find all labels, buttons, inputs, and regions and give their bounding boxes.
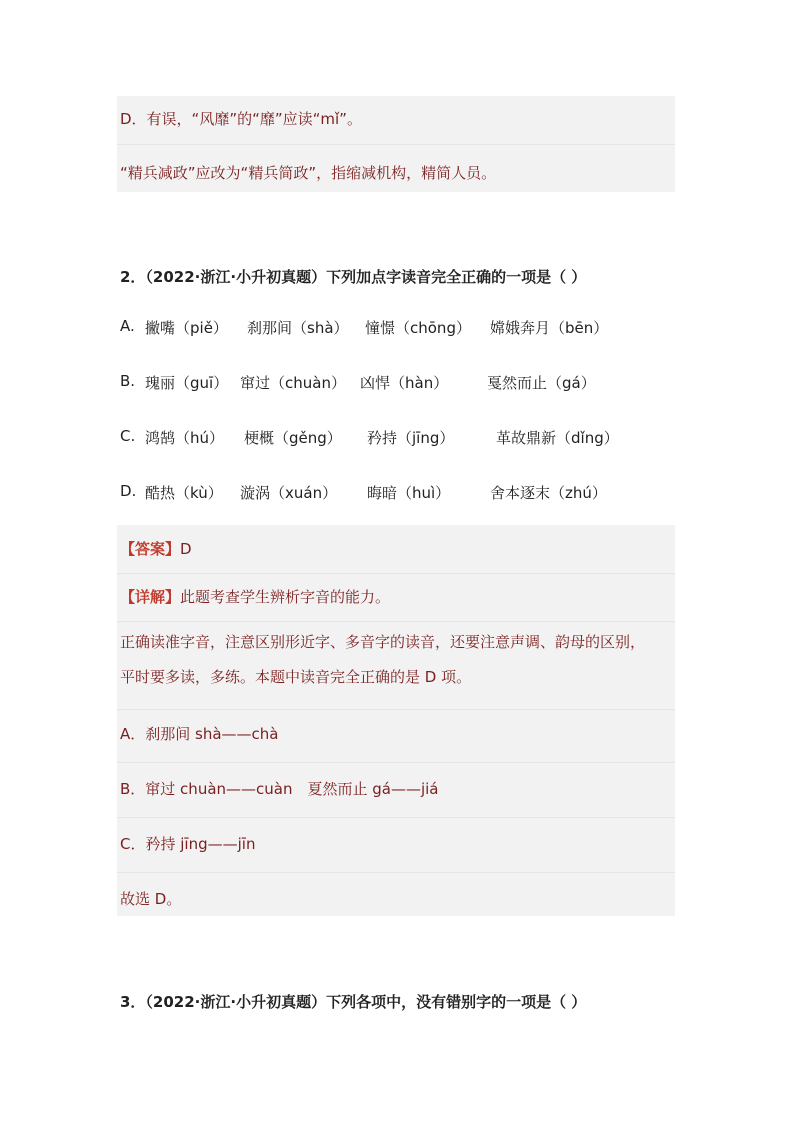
detail-text: 此题考查学生辨析字音的能力。 bbox=[180, 588, 391, 606]
explanation-para-line-1: 正确读准字音，注意区别形近字、多音字的读音，还要注意声调、韵母的区别， bbox=[120, 633, 646, 651]
question-2-title: 2．（2022·浙江·小升初真题）下列加点字读音完全正确的一项是（ ） bbox=[120, 268, 587, 286]
option-item: 瑰丽（guī） bbox=[145, 374, 229, 392]
correction-b: B．窜过 chuàn——cuàn 夏然而止 gá——jiá bbox=[120, 780, 439, 798]
detail-line bbox=[120, 586, 390, 607]
option-item: 革故鼎新（dǐng） bbox=[496, 429, 619, 447]
correction-c: C．矜持 jīng——jīn bbox=[120, 835, 256, 853]
option-letter: B. bbox=[120, 372, 136, 390]
explanation-line-d: D．有误，“风靡”的“靡”应读“mǐ”。 bbox=[120, 110, 362, 128]
option-item: 窜过（chuàn） bbox=[240, 374, 346, 392]
divider bbox=[117, 762, 675, 763]
option-item: 刹那间（shà） bbox=[247, 319, 349, 337]
option-d-row bbox=[120, 482, 680, 502]
option-item: 戛然而止（gá） bbox=[487, 374, 596, 392]
option-item: 梗概（gěng） bbox=[244, 429, 342, 447]
option-item: 鸿鹄（hú） bbox=[145, 429, 225, 447]
detail-tag: 【详解】 bbox=[120, 588, 181, 606]
option-c-row bbox=[120, 427, 680, 447]
answer-line bbox=[120, 538, 192, 559]
option-a-row bbox=[120, 317, 680, 337]
option-item: 舍本逐末（zhú） bbox=[490, 484, 607, 502]
divider bbox=[117, 573, 675, 574]
option-item: 矜持（jīng） bbox=[367, 429, 455, 447]
option-letter: D. bbox=[120, 482, 137, 500]
answer-tag: 【答案】 bbox=[120, 540, 181, 558]
divider bbox=[117, 872, 675, 873]
divider bbox=[117, 144, 675, 145]
correction-a: A．刹那间 shà——chà bbox=[120, 725, 279, 743]
option-letter: C. bbox=[120, 427, 136, 445]
option-item: 酷热（kù） bbox=[145, 484, 223, 502]
option-item: 憧憬（chōng） bbox=[365, 319, 471, 337]
explanation-para-line-2: 平时要多读，多练。本题中读音完全正确的是 D 项。 bbox=[120, 668, 472, 686]
explanation-line-correction: “精兵减政”应改为“精兵简政”，指缩减机构，精简人员。 bbox=[120, 164, 497, 182]
option-item: 凶悍（hàn） bbox=[360, 374, 449, 392]
answer-value: D bbox=[180, 540, 192, 558]
option-b-row bbox=[120, 372, 680, 392]
option-item: 嫦娥奔月（bēn） bbox=[490, 319, 609, 337]
option-item: 晦暗（huì） bbox=[367, 484, 451, 502]
divider bbox=[117, 817, 675, 818]
question-3-title: 3．（2022·浙江·小升初真题）下列各项中，没有错别字的一项是（ ） bbox=[120, 993, 587, 1011]
option-letter: A. bbox=[120, 317, 135, 335]
conclusion: 故选 D。 bbox=[120, 890, 182, 908]
option-item: 撇嘴（piě） bbox=[145, 319, 228, 337]
explanation-box-previous bbox=[117, 96, 675, 192]
divider bbox=[117, 709, 675, 710]
divider bbox=[117, 621, 675, 622]
option-item: 漩涡（xuán） bbox=[240, 484, 338, 502]
answer-box bbox=[117, 525, 675, 916]
